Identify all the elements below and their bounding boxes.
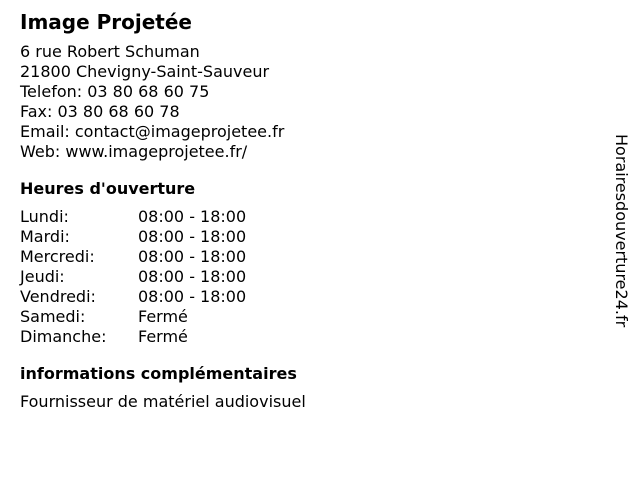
- day-label: Samedi:: [20, 307, 86, 326]
- additional-info-heading: informations complémentaires: [20, 364, 297, 383]
- day-label: Vendredi:: [20, 287, 96, 306]
- business-card: [20, 10, 600, 412]
- hours-row-wednesday: [20, 247, 600, 267]
- business-name: Image Projetée: [20, 10, 192, 34]
- phone-number: Telefon: 03 80 68 60 75: [20, 82, 210, 101]
- opening-hours-heading: Heures d'ouverture: [20, 179, 196, 198]
- day-label: Lundi:: [20, 207, 69, 226]
- hours-value: 08:00 - 18:00: [138, 207, 247, 226]
- hours-value: 08:00 - 18:00: [138, 267, 247, 286]
- email-address: Email: contact@imageprojetee.fr: [20, 122, 285, 141]
- hours-row-saturday: [20, 307, 600, 327]
- additional-info-text: Fournisseur de matériel audiovisuel: [20, 392, 306, 411]
- site-watermark: Horairesdouverture24.fr: [612, 134, 631, 328]
- day-label: Mercredi:: [20, 247, 95, 266]
- hours-row-friday: [20, 287, 600, 307]
- address-city: 21800 Chevigny-Saint-Sauveur: [20, 62, 270, 81]
- day-label: Mardi:: [20, 227, 70, 246]
- website: Web: www.imageprojetee.fr/: [20, 142, 248, 161]
- hours-row-sunday: [20, 327, 600, 347]
- opening-hours-table: [20, 207, 600, 347]
- hours-row-tuesday: [20, 227, 600, 247]
- hours-value: Fermé: [138, 307, 188, 326]
- hours-value: 08:00 - 18:00: [138, 287, 247, 306]
- hours-value: 08:00 - 18:00: [138, 227, 247, 246]
- address-street: 6 rue Robert Schuman: [20, 42, 200, 61]
- hours-row-thursday: [20, 267, 600, 287]
- hours-value: 08:00 - 18:00: [138, 247, 247, 266]
- day-label: Dimanche:: [20, 327, 107, 346]
- hours-value: Fermé: [138, 327, 188, 346]
- fax-number: Fax: 03 80 68 60 78: [20, 102, 180, 121]
- day-label: Jeudi:: [20, 267, 65, 286]
- hours-row-monday: [20, 207, 600, 227]
